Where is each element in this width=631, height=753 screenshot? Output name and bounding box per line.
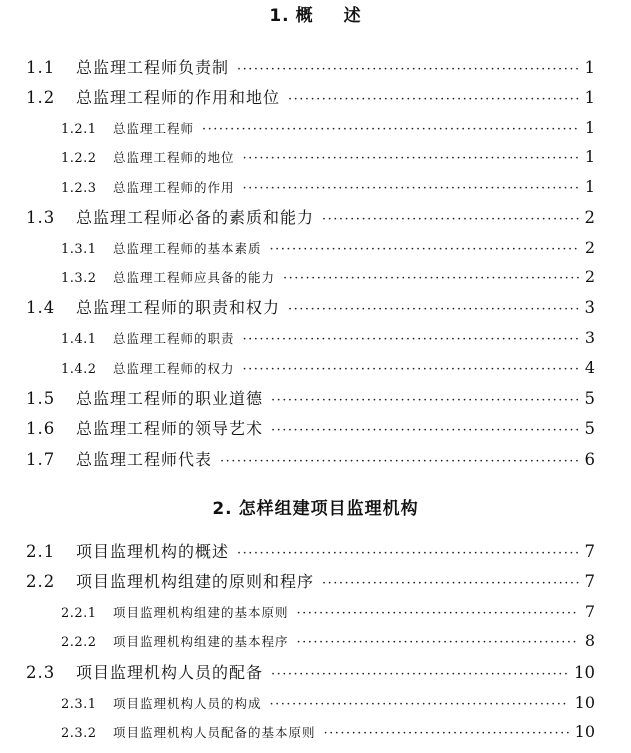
subsection-title: 总监理工程师的权力: [113, 361, 235, 376]
dot-leader: [243, 148, 579, 170]
dot-leader: [271, 662, 568, 688]
page-number: 7: [584, 602, 595, 621]
subsection-number: 2.3.2: [61, 726, 97, 741]
toc-entry[interactable]: [26, 386, 595, 412]
toc-subentry[interactable]: [61, 692, 595, 714]
toc-subentry[interactable]: [61, 237, 595, 259]
toc-subentry[interactable]: [61, 630, 595, 652]
section-number: 2.2: [26, 572, 56, 591]
subsection-number: 1.3.2: [61, 271, 97, 286]
page-number: 2: [584, 238, 595, 257]
dot-leader: [243, 329, 579, 351]
section-title: 项目监理机构组建的原则和程序: [76, 572, 315, 591]
dot-leader: [297, 603, 579, 625]
toc-entry[interactable]: [26, 205, 595, 231]
section-title: 总监理工程师代表: [76, 450, 213, 469]
dot-leader: [288, 297, 578, 323]
page-number: 6: [584, 450, 595, 469]
section-number: 1.2: [26, 88, 56, 107]
page-number: 2: [584, 267, 595, 286]
subsection-number: 2.3.1: [61, 697, 97, 712]
toc-entry[interactable]: [26, 539, 595, 565]
dot-leader: [283, 268, 579, 290]
subsection-title: 项目监理机构人员的构成: [113, 696, 262, 711]
toc-subentry[interactable]: [61, 266, 595, 288]
toc-entry[interactable]: [26, 55, 595, 81]
subsection-number: 2.2.2: [61, 635, 97, 650]
page-number: 3: [584, 328, 595, 347]
toc-entry[interactable]: [26, 295, 595, 321]
subsection-number: 1.3.1: [61, 242, 97, 257]
toc-entry[interactable]: [26, 660, 595, 686]
chapter-title-part: 概: [295, 6, 314, 26]
section-number: 1.1: [26, 58, 56, 77]
section-number: 1.4: [26, 298, 56, 317]
subsection-title: 总监理工程师应具备的能力: [113, 270, 276, 285]
toc-subentry[interactable]: [61, 146, 595, 168]
subsection-number: 1.4.2: [61, 362, 97, 377]
page-number: 3: [584, 298, 595, 317]
page-number: 7: [584, 572, 595, 591]
subsection-number: 1.2.2: [61, 151, 97, 166]
dot-leader: [237, 57, 578, 83]
page-number: 7: [584, 542, 595, 561]
dot-leader: [271, 388, 578, 414]
subsection-number: 2.2.1: [61, 606, 97, 621]
page-number: 10: [574, 693, 595, 712]
section-number: 1.3: [26, 208, 56, 227]
dot-leader: [322, 207, 578, 233]
section-number: 2.3: [26, 663, 56, 682]
page-number: 1: [584, 177, 595, 196]
dot-leader: [297, 632, 579, 654]
page-number: 5: [584, 389, 595, 408]
subsection-title: 总监理工程师的职责: [113, 331, 235, 346]
chapter-number: 2.: [212, 499, 233, 519]
subsection-number: 1.2.3: [61, 181, 97, 196]
section-title: 项目监理机构人员的配备: [76, 663, 264, 682]
page-number: 1: [584, 147, 595, 166]
subsection-title: 总监理工程师的作用: [113, 180, 235, 195]
dot-leader: [322, 571, 578, 597]
section-number: 1.5: [26, 389, 56, 408]
toc-entry[interactable]: [26, 447, 595, 473]
dot-leader: [270, 239, 579, 261]
section-title: 总监理工程师的领导艺术: [76, 419, 264, 438]
chapter-title-part: 述: [343, 6, 362, 26]
dot-leader: [271, 418, 578, 444]
subsection-title: 总监理工程师的地位: [113, 150, 235, 165]
dot-leader: [324, 723, 569, 745]
dot-leader: [243, 359, 579, 381]
dot-leader: [237, 541, 578, 567]
subsection-title: 项目监理机构组建的基本程序: [113, 634, 289, 649]
section-number: 1.6: [26, 419, 56, 438]
chapter-1-heading: [0, 4, 631, 28]
section-number: 2.1: [26, 542, 56, 561]
section-title: 总监理工程师的职责和权力: [76, 298, 281, 317]
section-title: 总监理工程师的作用和地位: [76, 88, 281, 107]
section-title: 总监理工程师负责制: [76, 58, 230, 77]
section-number: 1.7: [26, 450, 56, 469]
chapter-2-heading: [0, 497, 631, 521]
subsection-number: 1.2.1: [61, 122, 97, 137]
page-number: 5: [584, 419, 595, 438]
dot-leader: [202, 119, 579, 141]
toc-subentry[interactable]: [61, 721, 595, 743]
subsection-title: 总监理工程师的基本素质: [113, 241, 262, 256]
toc-subentry[interactable]: [61, 357, 595, 379]
page-number: 4: [584, 358, 595, 377]
dot-leader: [220, 449, 578, 475]
page-number: 2: [584, 208, 595, 227]
section-title: 项目监理机构的概述: [76, 542, 230, 561]
subsection-title: 总监理工程师: [113, 121, 195, 136]
chapter-title-text: 怎样组建项目监理机构: [238, 499, 419, 519]
section-title: 总监理工程师必备的素质和能力: [76, 208, 315, 227]
toc-entry[interactable]: [26, 569, 595, 595]
subsection-number: 1.4.1: [61, 332, 97, 347]
toc-subentry[interactable]: [61, 117, 595, 139]
toc-entry[interactable]: [26, 416, 595, 442]
page-number: 1: [584, 88, 595, 107]
dot-leader: [243, 178, 579, 200]
subsection-title: 项目监理机构组建的基本原则: [113, 605, 289, 620]
toc-subentry[interactable]: [61, 601, 595, 623]
section-title: 总监理工程师的职业道德: [76, 389, 264, 408]
toc-subentry[interactable]: [61, 327, 595, 349]
page-number: 10: [574, 722, 595, 741]
toc-subentry[interactable]: [61, 176, 595, 198]
toc-entry[interactable]: [26, 85, 595, 111]
page-number: 1: [584, 118, 595, 137]
dot-leader: [288, 87, 578, 113]
subsection-title: 项目监理机构人员配备的基本原则: [113, 725, 316, 740]
dot-leader: [270, 694, 569, 716]
page-number: 10: [574, 663, 595, 682]
page-number: 1: [584, 58, 595, 77]
chapter-number: 1.: [269, 6, 290, 26]
page-number: 8: [584, 631, 595, 650]
